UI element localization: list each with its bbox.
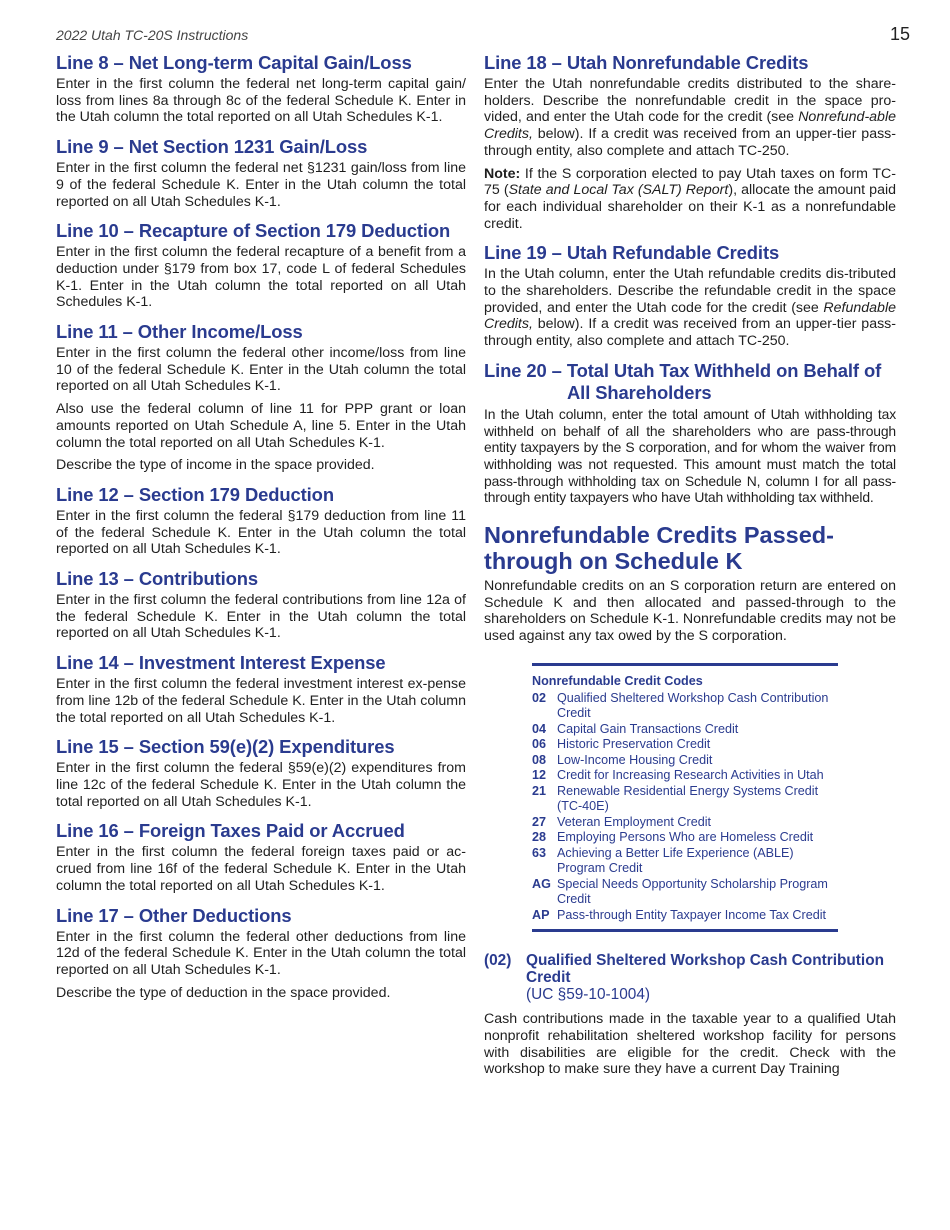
credit-code-row <box>532 830 838 846</box>
credit-code-row <box>532 815 838 831</box>
credit-code-label: Pass-through Entity Taxpayer Income Tax Credit <box>557 907 827 922</box>
credit-code-label: Capital Gain Transactions Credit <box>557 721 739 736</box>
credit-02-code: (02) <box>484 952 512 970</box>
credit-code-row <box>532 768 838 784</box>
section-heading: Line 9 – Net Section 1231 Gain/Loss <box>56 136 368 158</box>
credit-code-label: Achieving a Better Life Experience (ABLE) Program Credit <box>557 845 794 876</box>
credit-code-row <box>532 691 838 722</box>
reference-emphasis: Nonrefund-able Credits, <box>484 109 896 143</box>
credit-code-row <box>532 753 838 769</box>
nonrefundable-credits-intro: Nonrefundable credits on an S corporation return are entered on Schedule K and then allocated and passed-through to the shareholders on Schedule K-1. Nonrefundable credits may not be used against any tax owed by the S corporation. <box>484 578 896 645</box>
section-paragraph: Enter in the first column the federal foreign taxes paid or ac-crued from line 16f of the federal Schedule K. Enter in the Utah column the total reported on all Utah Schedules K-1. <box>56 844 466 894</box>
section-paragraph: Enter in the first column the federal contributions from line 12a of the federal Schedule K. Enter in the Utah column the total reported on all Utah Schedules K-1. <box>56 592 466 642</box>
credit-codes-box <box>532 663 838 933</box>
section-line-16 <box>56 820 466 894</box>
credit-02-statute-ref: (UC §59-10-1004) <box>526 986 651 1004</box>
credit-code: 63 <box>532 845 547 860</box>
credit-code: 28 <box>532 830 547 845</box>
section-line-13 <box>56 568 466 642</box>
credit-code: 02 <box>532 690 547 705</box>
credit-code-label: Special Needs Opportunity Scholarship Program Credit <box>557 876 828 907</box>
credit-code: AP <box>532 907 550 922</box>
credit-code: 08 <box>532 752 547 767</box>
credit-code: 04 <box>532 721 547 736</box>
section-heading: Line 18 – Utah Nonrefundable Credits <box>484 52 809 73</box>
credit-code: 27 <box>532 814 547 829</box>
section-paragraph: In the Utah column, enter the total amount of Utah withholding tax withheld on behalf of all the shareholders who are pass-through entity taxpayers by the S corporation, and for whom the waiver from withholding was not requested. This amount must match the total pass-through withholding tax on Schedule N, column I for all pass-through entity taxpayers who have Utah withholding tax withheld. <box>484 405 896 506</box>
section-line-9 <box>56 136 466 210</box>
credit-code-label: Renewable Residential Energy Systems Credit (TC-40E) <box>557 783 819 814</box>
credit-code-label: Qualified Sheltered Workshop Cash Contribution Credit <box>557 690 829 721</box>
section-paragraph: Enter the Utah nonrefundable credits distributed to the share-holders. Describe the nonrefundable credit in the space pro-vided, and enter the Utah code for the credit (see Nonrefund-able Credits, below). If a credit was received from an upper-tier pass-through entity, also complete and attach TC-250. <box>484 76 896 159</box>
credit-code-label: Employing Persons Who are Homeless Credit <box>557 830 814 845</box>
credit-code: AG <box>532 876 551 891</box>
credit-code-row <box>532 737 838 753</box>
section-line-12 <box>56 484 466 558</box>
section-paragraph: Describe the type of income in the space provided. <box>56 457 375 474</box>
note-label: Note: <box>484 165 521 182</box>
credit-code: 21 <box>532 783 547 798</box>
credit-02-body: Cash contributions made in the taxable year to a qualified Utah nonprofit rehabilitation sheltered workshop facility for persons with disabilities are eligible for the credit. Check with the workshop to make sure they have a current Day Training <box>484 1011 896 1078</box>
section-heading: Line 16 – Foreign Taxes Paid or Accrued <box>56 820 405 842</box>
credit-02-heading <box>484 952 896 1003</box>
section-heading: Line 12 – Section 179 Deduction <box>56 483 334 505</box>
credit-code-row <box>532 722 838 738</box>
section-line-15 <box>56 736 466 810</box>
section-paragraph: Enter in the first column the federal §179 deduction from line 11 of the federal Schedule K. Enter in the Utah column the total reported on all Utah Schedules K-1. <box>56 507 466 558</box>
section-heading: Line 19 – Utah Refundable Credits <box>484 242 780 264</box>
credit-code-label: Veteran Employment Credit <box>557 814 711 829</box>
credit-codes-title: Nonrefundable Credit Codes <box>532 673 703 688</box>
section-heading: Line 17 – Other Deductions <box>56 904 292 926</box>
credit-code-label: Low-Income Housing Credit <box>557 752 713 767</box>
section-line-18 <box>484 52 896 232</box>
section-line-19 <box>484 242 896 350</box>
credit-code-label: Credit for Increasing Research Activities in Utah <box>557 768 824 783</box>
section-heading: Line 15 – Section 59(e)(2) Expenditures <box>56 736 395 758</box>
reference-emphasis: State and Local Tax (SALT) Report <box>508 182 729 199</box>
section-paragraph: Enter in the first column the federal net §1231 gain/loss from line 9 of the federal Schedule K. Enter in the Utah column the total reported on all Utah Schedules K-1. <box>56 160 466 210</box>
section-line-14 <box>56 652 466 726</box>
section-paragraph: Enter in the first column the federal other income/loss from line 10 of the federal Schedule K. Enter in the Utah column the total reported on all Utah Schedules K-1. <box>56 345 466 395</box>
section-heading: Line 8 – Net Long-term Capital Gain/Loss <box>56 52 412 73</box>
credit-code-row <box>532 846 838 877</box>
page-number: 15 <box>890 24 911 44</box>
credit-code: 12 <box>532 768 547 783</box>
right-column <box>484 52 896 1078</box>
section-heading: Line 13 – Contributions <box>56 568 259 590</box>
section-heading: Line 11 – Other Income/Loss <box>56 321 303 343</box>
section-line-17 <box>56 905 466 1002</box>
section-line-8 <box>56 52 466 126</box>
section-paragraph: Enter in the first column the federal §59(e)(2) expenditures from line 12c of the federal Schedule K. Enter in the Utah column the total reported on all Utah Schedules K-1. <box>56 760 466 810</box>
section-paragraph: Enter in the first column the federal investment interest ex-pense from line 12b of the federal Schedule K. Enter in the Utah column the total reported on all Utah Schedules K-1. <box>56 676 466 726</box>
document-header-title: 2022 Utah TC-20S Instructions <box>56 27 249 43</box>
credit-code-row <box>532 877 838 908</box>
section-paragraph: Enter in the first column the federal other deductions from line 12d of the federal Schedule K. Enter in the Utah column the total reported on all Utah Schedules K-1. <box>56 928 466 978</box>
credit-code: 06 <box>532 737 547 752</box>
section-paragraph: Also use the federal column of line 11 for PPP grant or loan amounts reported on Utah Schedule A, line 5. Enter in the Utah column the total reported on all Utah Schedules K-1. <box>56 401 466 451</box>
credit-code-row <box>532 784 838 815</box>
credit-code-row <box>532 908 838 924</box>
section-heading: Line 10 – Recapture of Section 179 Deduction <box>56 220 451 242</box>
note-paragraph: Note: If the S corporation elected to pay Utah taxes on form TC-75 (State and Local Tax (SALT) Report), allocate the amount paid for each individual shareholder on their K-1 as a nonrefundable credit. <box>484 165 897 232</box>
section-paragraph: Enter in the first column the federal recapture of a benefit from a deduction under §179 from box 17, code L of federal Schedules K-1. Enter in the Utah column the total reported on all Utah Schedules K-1. <box>56 244 466 311</box>
left-column <box>56 52 466 1011</box>
nonrefundable-credits-title: Nonrefundable Credits Passed-through on Schedule K <box>484 522 834 575</box>
reference-emphasis: Refundable Credits, <box>484 299 896 333</box>
section-paragraph: Describe the type of deduction in the space provided. <box>56 984 391 1001</box>
credit-code-label: Historic Preservation Credit <box>557 737 711 752</box>
section-paragraph: Enter in the first column the federal net long-term capital gain/ loss from lines 8a through 8c of the federal Schedule K. Enter in the Utah column the total reported on all Utah Schedules K-1. <box>56 76 466 126</box>
section-line-20 <box>484 360 896 506</box>
section-line-10 <box>56 220 466 311</box>
section-heading: Line 20 – Total Utah Tax Withheld on Behalf of All Shareholders <box>484 359 882 403</box>
section-heading: Line 14 – Investment Interest Expense <box>56 652 386 674</box>
credit-02-section <box>484 952 896 1078</box>
section-paragraph: In the Utah column, enter the Utah refundable credits dis-tributed to the shareholders. Describe the refundable credit in the space provided, and enter the Utah code for the credit (see Refundable Credits, below). If a credit was received from an upper-tier pass-through entity, also complete and attach TC-250. <box>484 266 896 350</box>
section-line-11 <box>56 321 466 474</box>
credit-02-title: Qualified Sheltered Workshop Cash Contribution Credit <box>526 952 884 987</box>
